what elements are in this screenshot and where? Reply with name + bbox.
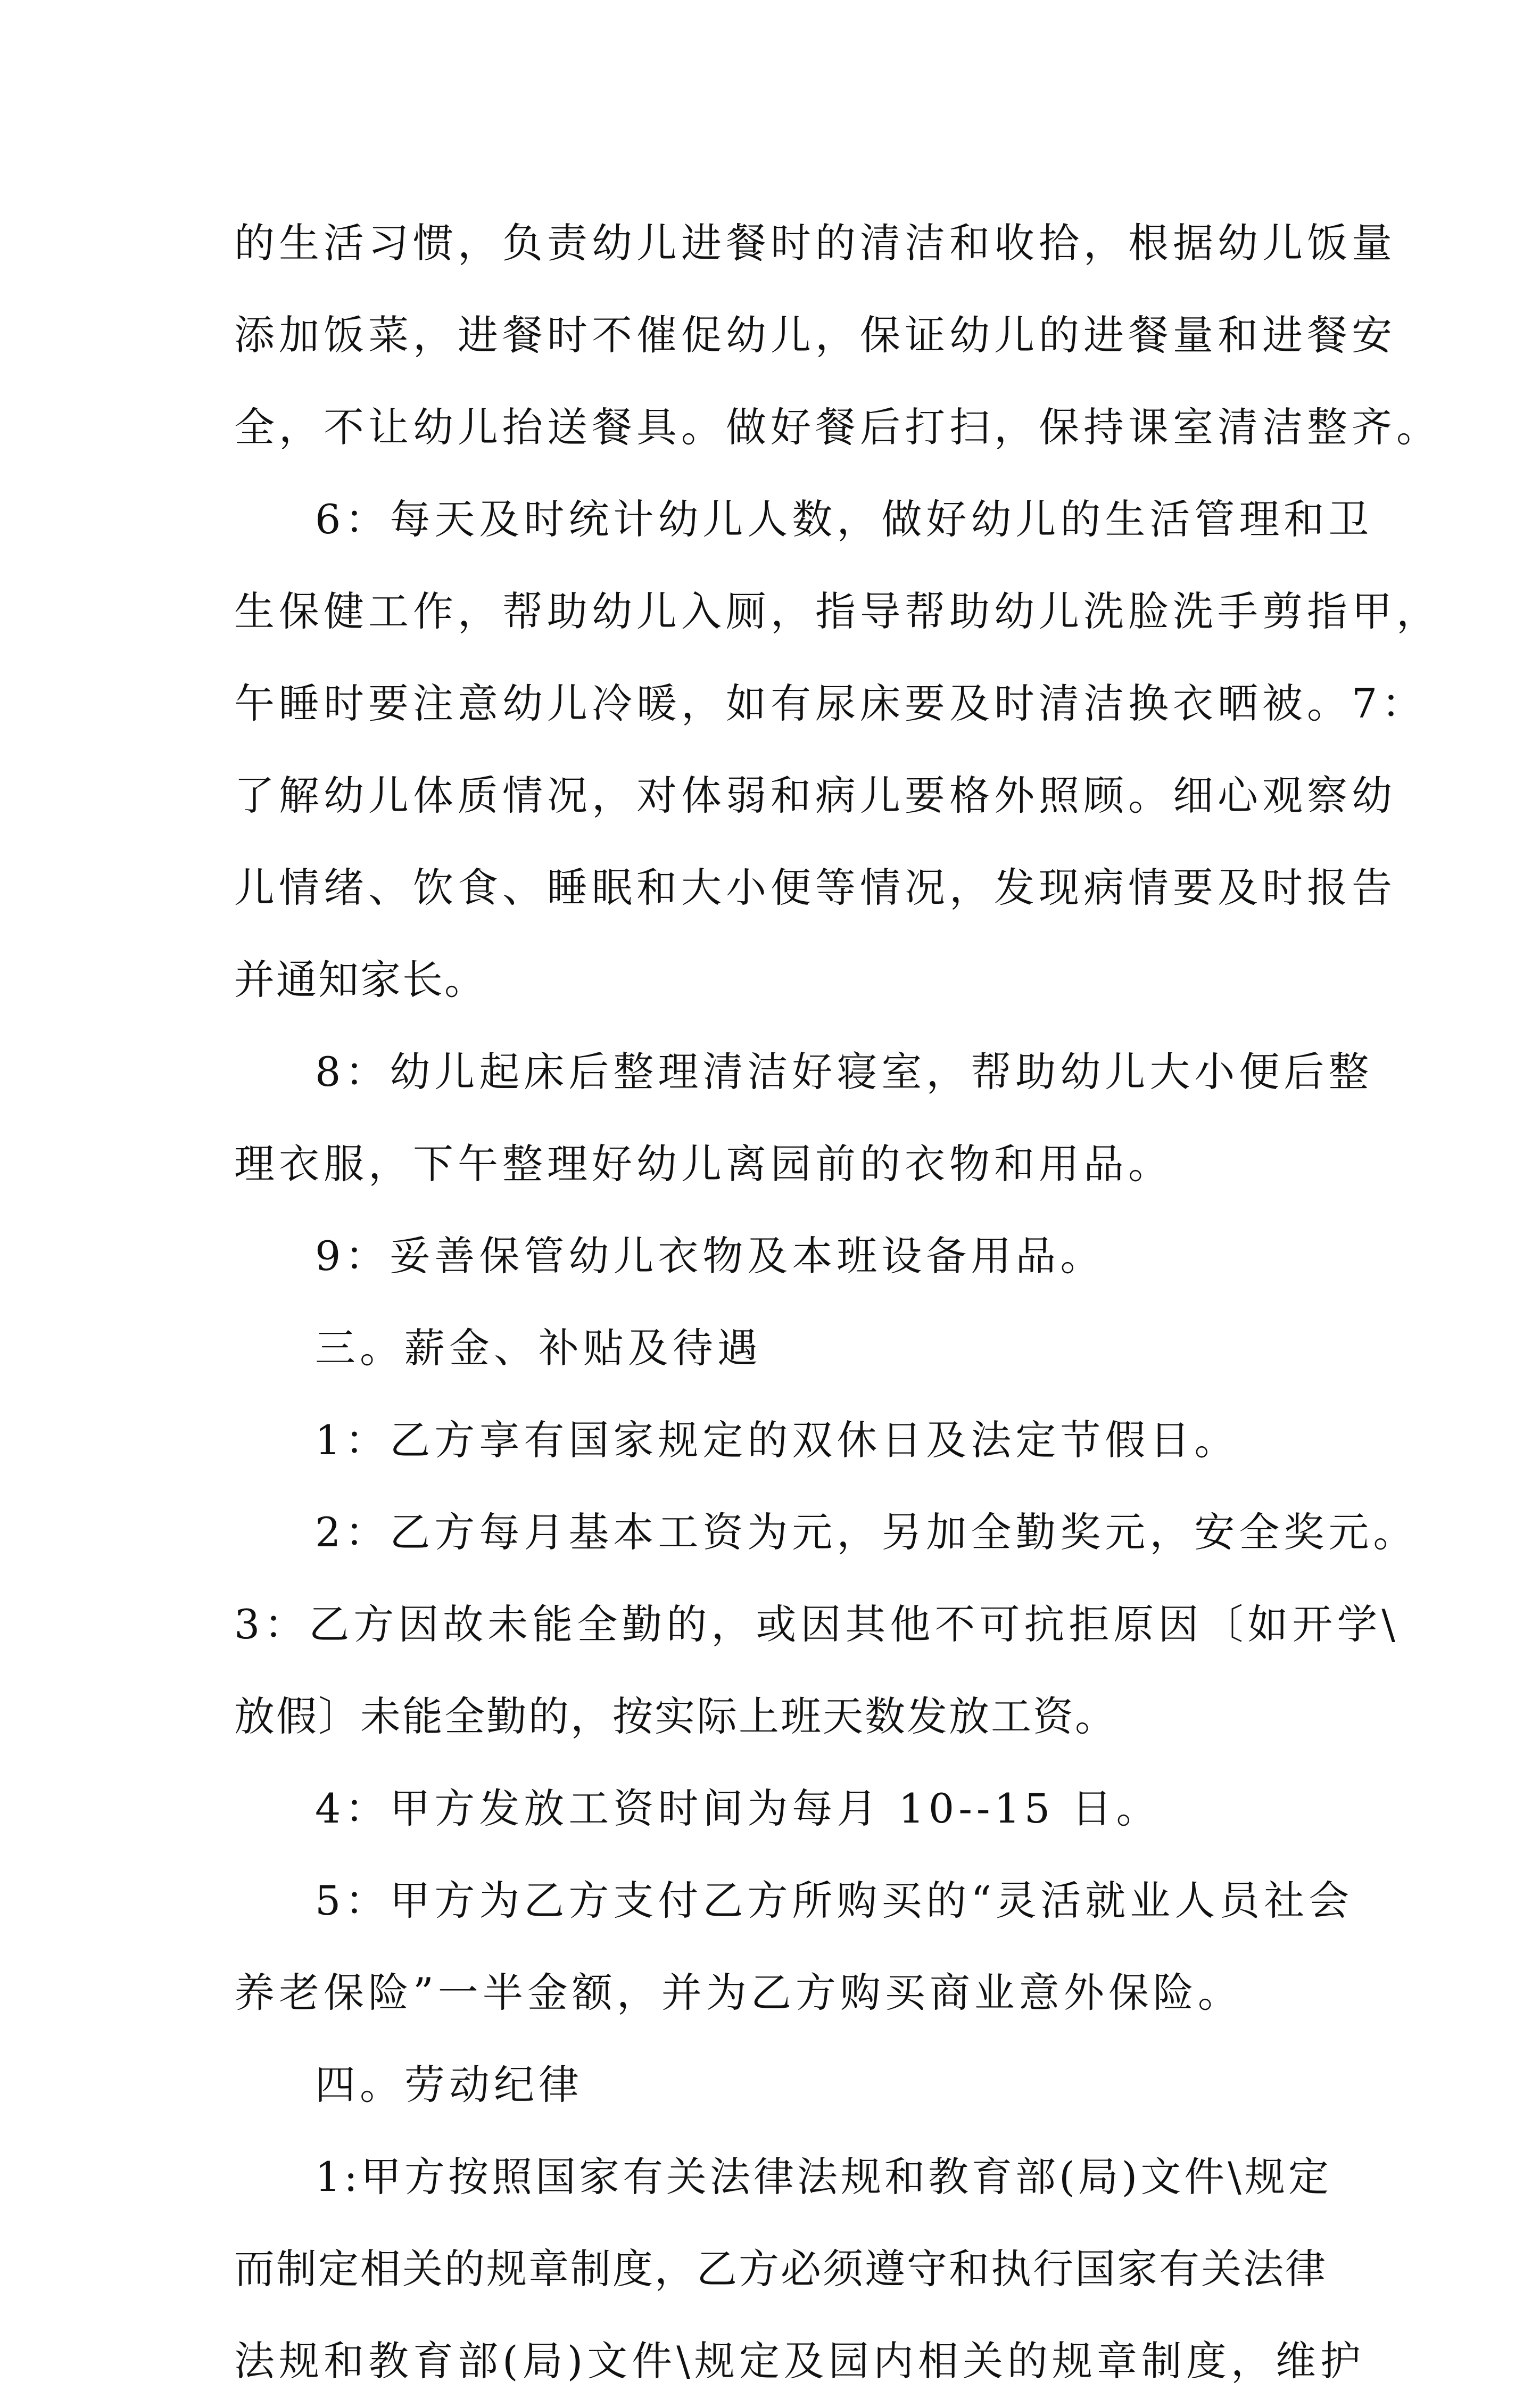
text-line: 1:甲方按照国家有关法律法规和教育部(局)文件\规定 [315, 2153, 1332, 2200]
text-line: 3：乙方因故未能全勤的，或因其他不可抗拒原因〔如开学\ [234, 1601, 1400, 1648]
text-line: 2：乙方每月基本工资为元，另加全勤奖元，安全奖元。 [315, 1509, 1418, 1556]
text-line: 并通知家长。 [234, 956, 486, 1003]
text-line: 8：幼儿起床后整理清洁好寝室，帮助幼儿大小便后整 [315, 1048, 1373, 1095]
text-line: 法规和教育部(局)文件\规定及园内相关的规章制度，维护 [234, 2337, 1365, 2385]
text-line: 1：乙方享有国家规定的双休日及法定节假日。 [315, 1416, 1239, 1464]
text-line: 全，不让幼儿抬送餐具。做好餐后打扫，保持课室清洁整齐。 [234, 403, 1441, 451]
text-line: 午睡时要注意幼儿冷暖，如有尿床要及时清洁换衣晒被。7： [234, 680, 1427, 727]
text-line: 而制定相关的规章制度，乙方必须遵守和执行国家有关法律 [234, 2245, 1327, 2293]
text-line: 生保健工作，帮助幼儿入厕，指导帮助幼儿洗脸洗手剪指甲， [234, 588, 1441, 635]
section-heading: 四。劳动纪律 [315, 2061, 583, 2108]
text-line: 理衣服，下午整理好幼儿离园前的衣物和用品。 [234, 1140, 1173, 1188]
text-line: 9：妥善保管幼儿衣物及本班设备用品。 [315, 1232, 1105, 1280]
text-line: 的生活习惯，负责幼儿进餐时的清洁和收拾，根据幼儿饭量 [234, 219, 1396, 267]
text-line: 添加饭菜，进餐时不催促幼儿，保证幼儿的进餐量和进餐安 [234, 311, 1396, 359]
section-heading: 三。薪金、补贴及待遇 [315, 1324, 762, 1372]
document-body [234, 197, 1441, 2407]
text-line: 5：甲方为乙方支付乙方所购买的“灵活就业人员社会 [315, 1877, 1354, 1924]
text-line: 放假〕未能全勤的，按实际上班天数发放工资。 [234, 1693, 1117, 1740]
text-line: 养老保险”一半金额，并为乙方购买商业意外保险。 [234, 1969, 1243, 2016]
text-line: 6：每天及时统计幼儿人数，做好幼儿的生活管理和卫 [315, 496, 1373, 543]
text-line: 了解幼儿体质情况，对体弱和病儿要格外照顾。细心观察幼 [234, 772, 1396, 819]
text-line: 4：甲方发放工资时间为每月 10--15 日。 [315, 1785, 1161, 1832]
text-line: 儿情绪、饮食、睡眠和大小便等情况，发现病情要及时报告 [234, 864, 1396, 911]
